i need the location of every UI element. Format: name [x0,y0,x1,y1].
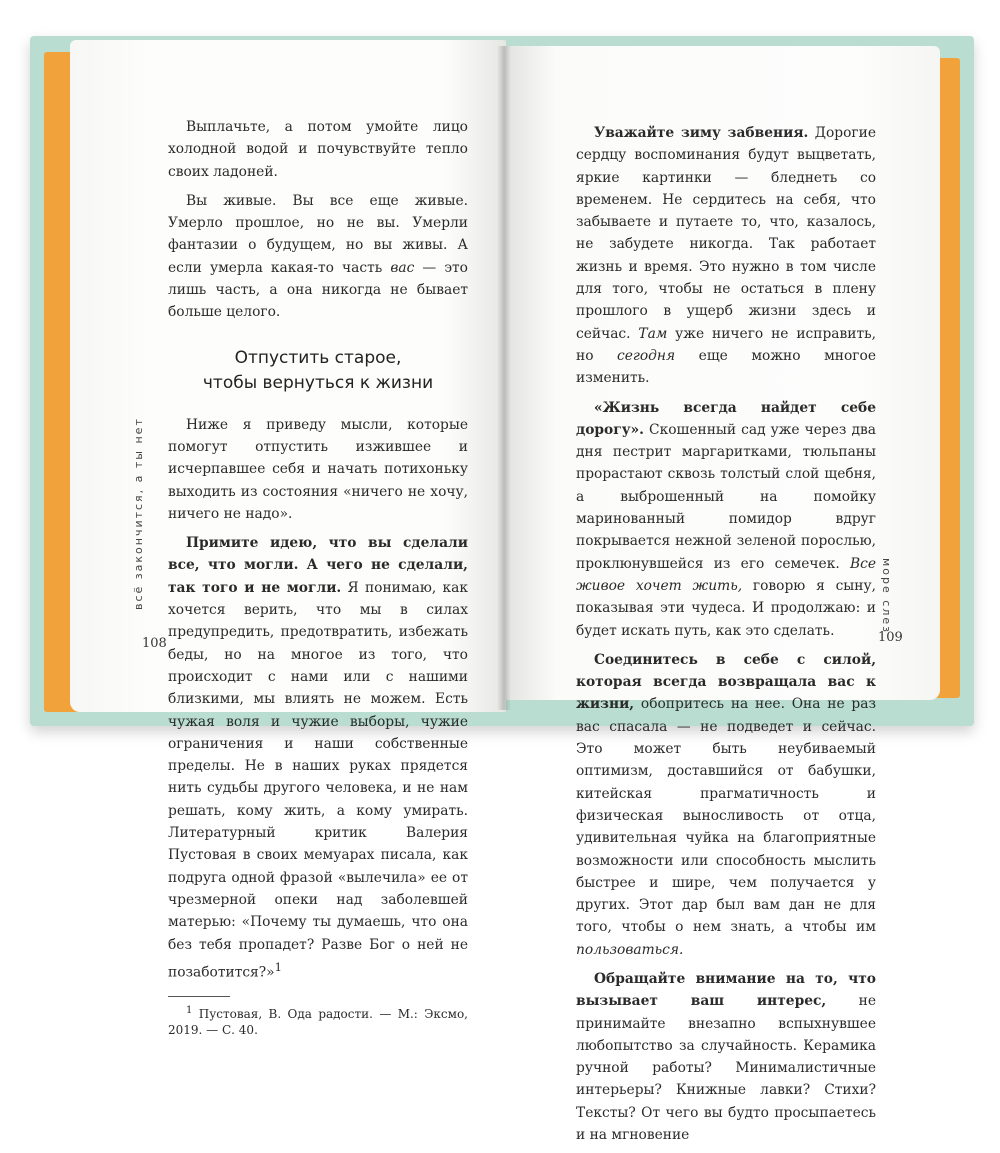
right-page [504,46,940,1144]
footnote-marker: 1 [274,959,282,974]
bold-lead: Обращайте внимание на то, что вызывает ваш интерес, [576,970,876,1010]
italic-text: вас [390,259,415,276]
paragraph-text: Вы живые. Вы все еще живые. Умерло прошлое, но не вы. Умерли фантазии о будущем, но вы живы. А если умерла какая-то часть [168,192,468,276]
left-page [70,40,506,1037]
paragraph-text: говорю я сыну, показывая эти чудеса. И продолжаю: и будет искать путь, как это сделать. [576,577,876,639]
paragraph: Выплачьте, а потом умойте лицо холодной водой и почувствуйте тепло своих ладоней. [168,119,468,180]
italic-text: сегодня [617,347,676,364]
running-head-left: всё закончится, а ты нет [132,417,145,610]
paragraph [168,190,468,324]
paragraph-text: Скошенный сад уже через два дня пестрит маргаритками, тюльпаны прорастают сквозь толстый слой щебня, а выброшенный на помойку маринованный помидор вдруг покрывается нежной зеленой порослью, проклюнувшейся из его семечек. [576,421,876,572]
book-gutter [497,46,511,710]
italic-text: Все живое хочет жить, [576,555,876,594]
italic-text: Там [638,325,668,342]
page-number-left: 108 [142,636,167,651]
paragraph-text: обопритесь на нее. Она не раз вас спасала — не подведет и сейчас. Это может быть неубиваемый оптимизм, доставшийся от бабушки, китейская прагматичность и физическая выносливость от отца, удивительная чуйка на благоприятные возможности или способность мыслить быстрее и шире, чем получается у других. Этот дар был вам дан не для того, чтобы о нем знать, а чтобы им [576,696,876,936]
paragraph-text: еще можно многое изменить. [576,347,876,387]
paragraph [576,397,876,642]
italic-text: пользоваться. [576,941,684,958]
paragraph-text: не принимайте внезапно вспыхнувшее любопытство за случайность. Керамика ручной работы? Минималистичные интерьеры? Книжные лавки? Стихи? Тексты? От чего вы будто просыпаетесь и на мгновение [576,993,876,1144]
bold-lead: Уважайте зиму забвения. [594,125,809,141]
page-number-right: 109 [878,630,903,645]
paragraph-text: — это лишь часть, а она никогда не бывает больше целого. [168,259,468,321]
paragraph-text: уже ничего не исправить, но [576,325,876,364]
footnote-rule [168,996,230,997]
paragraph: Ниже я приведу мысли, которые помогут отпустить изжившее и исчерпавшее себя и начать потихоньку выходить из состояния «ничего не хочу, ничего не надо». [168,416,468,522]
right-page-text [576,122,876,1153]
heading-line: чтобы вернуться к жизни [202,372,434,393]
heading-line: Отпустить старое, [234,347,402,368]
footnote-text: Пустовая, В. Ода радости. — М.: Эксмо, 2019. — С. 40. [168,1006,468,1037]
paragraph [576,122,876,390]
paragraph-text: Дорогие сердцу воспоминания будут выцветать, яркие картинки — бледнеть со временем. Не сердитесь на себя, что забываете и путаете то, что, казалось, не забудете никогда. Так работает жизнь и время. Это нужно в том числе для того, чтобы не остаться в плену прошлого в ущерб жизни здесь и сейчас. [576,125,876,342]
section-heading [168,346,468,396]
bold-lead: Примите идею, что вы сделали все, что могли. А чего не сделали, так того и не могли. [168,535,468,596]
footnote-number: 1 [186,1004,193,1016]
footnote [168,1003,468,1038]
paragraph-text: Я понимаю, как хочется верить, что мы в силах предупредить, предотвратить, избежать беды, но на многое из того, что происходит с нами или с нашими близкими, мы влиять не можем. Есть чужая воля и чужие выборы, чужие ограничения и наши собственные пределы. Не в наших руках прядется нить судьбы другого человека, и не нам решать, кому жить, а кому умирать. Литературный критик Валерия Пустовая в своих мемуарах писала, как подруга одной фразой «вылечила» ее от чрезмерной опеки над заболевшей матерью: «Почему ты думаешь, что она без тебя пропадет? Разве Бог о ней не позаботится?» [168,579,468,981]
paragraph [168,532,468,984]
bold-lead: Соединитесь в себе с силой, которая всегда возвращала вас к жизни, [576,651,876,713]
left-page-text [168,116,468,1038]
paragraph [576,968,876,1146]
bold-lead: «Жизнь всегда найдет себе дорогу». [576,399,876,438]
running-head-right: море слез [880,558,893,634]
paragraph [576,649,876,961]
